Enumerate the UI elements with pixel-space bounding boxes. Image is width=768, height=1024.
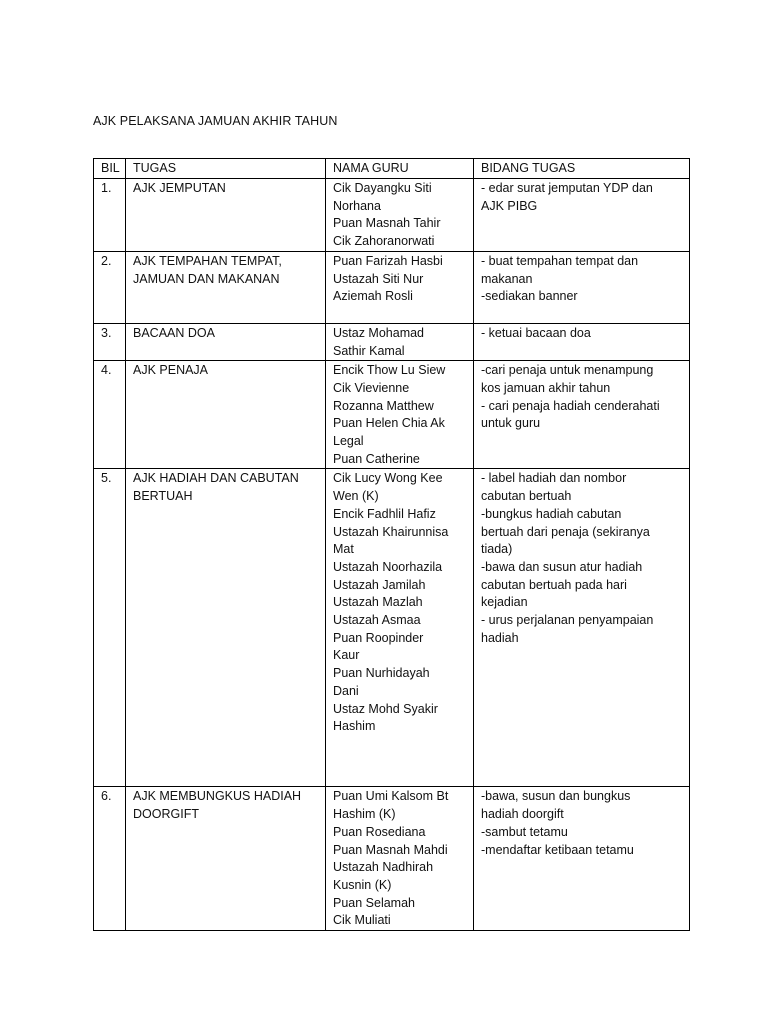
table-row bbox=[94, 251, 690, 323]
cell-nama-guru-line: Cik Muliati bbox=[333, 913, 391, 928]
header-tugas: TUGAS bbox=[126, 159, 326, 179]
cell-nama-guru bbox=[326, 787, 474, 931]
cell-tugas-line: BERTUAH bbox=[133, 489, 193, 504]
cell-nama-guru-line: Puan Rosediana bbox=[333, 824, 426, 839]
cell-bil: 4. bbox=[94, 361, 126, 469]
cell-bidang-tugas-line: - buat tempahan tempat dan bbox=[481, 253, 639, 268]
cell-tugas bbox=[126, 323, 326, 360]
cell-nama-guru-line: Ustaz Mohamad bbox=[333, 325, 425, 340]
cell-nama-guru-line: Mat bbox=[333, 542, 354, 557]
cell-bidang-tugas-line: -sambut tetamu bbox=[481, 824, 568, 839]
cell-bidang-tugas-line: kejadian bbox=[481, 595, 528, 610]
cell-nama-guru-line: Norhana bbox=[333, 198, 381, 213]
table-row bbox=[94, 323, 690, 360]
cell-bidang-tugas-line: untuk guru bbox=[481, 416, 541, 431]
cell-nama-guru-line: Hashim bbox=[333, 719, 376, 734]
cell-nama-guru-line: Puan Masnah Mahdi bbox=[333, 842, 448, 857]
cell-nama-guru-line: Kaur bbox=[333, 648, 360, 663]
cell-nama-guru-line: Cik Lucy Wong Kee bbox=[333, 471, 443, 486]
cell-bidang-tugas-line: bertuah dari penaja (sekiranya bbox=[481, 524, 650, 539]
cell-nama-guru-line: Puan Roopinder bbox=[333, 630, 424, 645]
cell-nama-guru-line: Puan Nurhidayah bbox=[333, 666, 430, 681]
cell-nama-guru-line: Hashim (K) bbox=[333, 807, 396, 822]
cell-bidang-tugas-line: -mendaftar ketibaan tetamu bbox=[481, 842, 634, 857]
cell-nama-guru-line: Cik Vievienne bbox=[333, 380, 410, 395]
cell-nama-guru-line: Cik Dayangku Siti bbox=[333, 181, 432, 195]
cell-bidang-tugas-line: makanan bbox=[481, 271, 533, 286]
cell-tugas-line: AJK MEMBUNGKUS HADIAH bbox=[133, 789, 302, 804]
header-bil: BIL bbox=[94, 159, 126, 179]
cell-bidang-tugas-line: AJK PIBG bbox=[481, 198, 538, 213]
committee-table bbox=[93, 158, 690, 931]
cell-bidang-tugas-line: -bungkus hadiah cabutan bbox=[481, 506, 622, 521]
cell-tugas-line: JAMUAN DAN MAKANAN bbox=[133, 271, 280, 286]
table-body bbox=[94, 179, 690, 931]
cell-bil: 2. bbox=[94, 251, 126, 323]
cell-bidang-tugas-line: - urus perjalanan penyampaian bbox=[481, 613, 654, 628]
cell-tugas-line: AJK HADIAH DAN CABUTAN bbox=[133, 471, 299, 486]
cell-bidang-tugas-line: cabutan bertuah bbox=[481, 489, 572, 504]
table-row bbox=[94, 469, 690, 787]
cell-bidang-tugas-line: cabutan bertuah pada hari bbox=[481, 577, 627, 592]
cell-nama-guru bbox=[326, 361, 474, 469]
cell-bidang-tugas-line: tiada) bbox=[481, 542, 513, 557]
cell-nama-guru-line: Puan Selamah bbox=[333, 895, 416, 910]
cell-nama-guru-line: Puan Umi Kalsom Bt bbox=[333, 789, 449, 804]
cell-bidang-tugas-line: - ketuai bacaan doa bbox=[481, 325, 591, 340]
cell-nama-guru-line: Aziemah Rosli bbox=[333, 289, 413, 304]
cell-bidang-tugas-line: - label hadiah dan nombor bbox=[481, 471, 627, 486]
cell-nama-guru-line: Dani bbox=[333, 683, 359, 698]
cell-bidang-tugas-line: -sediakan banner bbox=[481, 289, 578, 304]
cell-nama-guru-line: Ustazah Siti Nur bbox=[333, 271, 424, 286]
cell-nama-guru-line: Kusnin (K) bbox=[333, 877, 392, 892]
cell-nama-guru-line: Puan Catherine bbox=[333, 451, 420, 466]
cell-bidang-tugas-line: hadiah doorgift bbox=[481, 807, 564, 822]
cell-bil: 6. bbox=[94, 787, 126, 931]
cell-tugas bbox=[126, 787, 326, 931]
cell-bidang-tugas bbox=[474, 323, 690, 360]
cell-nama-guru bbox=[326, 251, 474, 323]
cell-nama-guru bbox=[326, 323, 474, 360]
cell-tugas bbox=[126, 179, 326, 252]
cell-nama-guru-line: Cik Zahoranorwati bbox=[333, 234, 435, 249]
cell-tugas-line: AJK TEMPAHAN TEMPAT, bbox=[133, 253, 282, 268]
cell-tugas bbox=[126, 361, 326, 469]
cell-nama-guru-line: Ustazah Jamilah bbox=[333, 577, 426, 592]
cell-nama-guru-line: Legal bbox=[333, 434, 364, 449]
cell-nama-guru-line: Ustazah Noorhazila bbox=[333, 559, 443, 574]
cell-nama-guru-line: Puan Helen Chia Ak bbox=[333, 416, 445, 431]
cell-nama-guru-line: Ustaz Mohd Syakir bbox=[333, 701, 438, 716]
cell-bidang-tugas-line: hadiah bbox=[481, 630, 519, 645]
table-header-row bbox=[94, 159, 690, 179]
header-nama-guru: NAMA GURU bbox=[326, 159, 474, 179]
table-row bbox=[94, 361, 690, 469]
cell-nama-guru-line: Wen (K) bbox=[333, 489, 379, 504]
cell-nama-guru-line: Puan Masnah Tahir bbox=[333, 216, 441, 231]
cell-bidang-tugas bbox=[474, 179, 690, 252]
cell-nama-guru-line: Ustazah Khairunnisa bbox=[333, 524, 449, 539]
cell-bil: 5. bbox=[94, 469, 126, 787]
cell-tugas bbox=[126, 469, 326, 787]
cell-nama-guru-line: Encik Thow Lu Siew bbox=[333, 363, 446, 378]
cell-bidang-tugas-line: -cari penaja untuk menampung bbox=[481, 363, 654, 378]
cell-tugas-line: BACAAN DOA bbox=[133, 325, 215, 340]
table-row bbox=[94, 179, 690, 252]
cell-nama-guru-line: Ustazah Asmaa bbox=[333, 613, 421, 628]
cell-bil: 1. bbox=[94, 179, 126, 252]
cell-nama-guru-line: Encik Fadhlil Hafiz bbox=[333, 506, 436, 521]
cell-tugas-line: DOORGIFT bbox=[133, 807, 199, 822]
cell-nama-guru-line: Ustazah Mazlah bbox=[333, 595, 423, 610]
document-title: AJK PELAKSANA JAMUAN AKHIR TAHUN bbox=[93, 114, 338, 128]
cell-nama-guru bbox=[326, 469, 474, 787]
cell-bidang-tugas-line: - edar surat jemputan YDP dan bbox=[481, 181, 653, 195]
cell-nama-guru-line: Ustazah Nadhirah bbox=[333, 860, 434, 875]
cell-nama-guru-line: Puan Farizah Hasbi bbox=[333, 253, 443, 268]
cell-bidang-tugas-line: -bawa dan susun atur hadiah bbox=[481, 559, 643, 574]
cell-nama-guru-line: Rozanna Matthew bbox=[333, 398, 434, 413]
cell-tugas-line: AJK PENAJA bbox=[133, 363, 209, 378]
cell-bidang-tugas-line: -bawa, susun dan bungkus bbox=[481, 789, 631, 804]
cell-bidang-tugas-line: kos jamuan akhir tahun bbox=[481, 380, 611, 395]
cell-bidang-tugas bbox=[474, 361, 690, 469]
cell-nama-guru bbox=[326, 179, 474, 252]
cell-tugas bbox=[126, 251, 326, 323]
cell-tugas-line: AJK JEMPUTAN bbox=[133, 181, 226, 195]
cell-bil: 3. bbox=[94, 323, 126, 360]
cell-nama-guru-line: Sathir Kamal bbox=[333, 343, 405, 358]
cell-bidang-tugas bbox=[474, 469, 690, 787]
table-row bbox=[94, 787, 690, 931]
cell-bidang-tugas bbox=[474, 251, 690, 323]
cell-bidang-tugas-line: - cari penaja hadiah cenderahati bbox=[481, 398, 660, 413]
cell-bidang-tugas bbox=[474, 787, 690, 931]
header-bidang-tugas: BIDANG TUGAS bbox=[474, 159, 690, 179]
